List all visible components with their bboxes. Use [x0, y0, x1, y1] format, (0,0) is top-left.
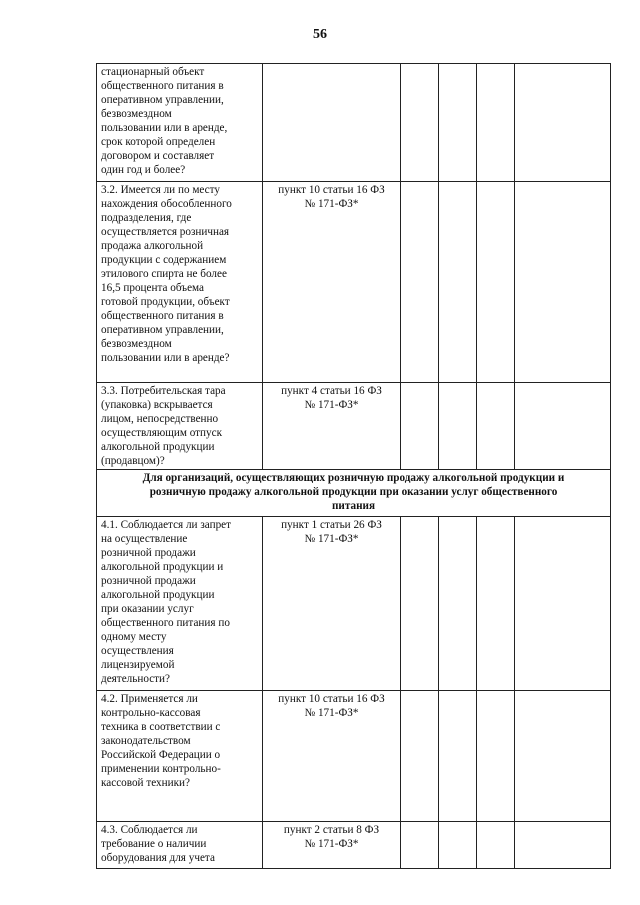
question-line: деятельности?	[101, 673, 171, 685]
question-line: контрольно-кассовая	[101, 707, 201, 719]
empty-answer-cell	[515, 691, 611, 822]
section-title-line: Для организаций, осуществляющих розничную продажу алкогольной продукции и	[142, 472, 565, 484]
question-line: договором и составляет	[101, 150, 215, 162]
section-title	[97, 470, 611, 517]
empty-answer-cell	[439, 691, 477, 822]
empty-answer-cell	[515, 517, 611, 691]
empty-answer-cell	[439, 182, 477, 383]
question-cell	[97, 691, 263, 822]
question-line: продукции с содержанием	[101, 254, 227, 266]
table-row	[97, 182, 611, 383]
question-line: алкогольной продукции	[101, 441, 215, 453]
empty-answer-cell	[439, 64, 477, 182]
question-line: оперативном управлении,	[101, 94, 224, 106]
reference-line: пункт 4 статьи 16 ФЗ	[281, 385, 382, 397]
question-line: безвозмездном	[101, 338, 172, 350]
question-line: лицензируемой	[101, 659, 175, 671]
question-line: подразделения, где	[101, 212, 192, 224]
reference-cell	[263, 182, 401, 383]
question-line: одному месту	[101, 631, 167, 643]
question-line: требование о наличии	[101, 838, 207, 850]
empty-answer-cell	[401, 383, 439, 470]
question-line: пользовании или в аренде?	[101, 352, 230, 364]
question-line: розничной продажи	[101, 547, 196, 559]
question-line: продажа алкогольной	[101, 240, 204, 252]
reference-cell	[263, 517, 401, 691]
question-line: осуществляется розничная	[101, 226, 230, 238]
question-line: при оказании услуг	[101, 603, 194, 615]
question-line: розничной продажи	[101, 575, 196, 587]
question-line: техника в соответствии с	[101, 721, 221, 733]
empty-answer-cell	[401, 517, 439, 691]
question-line: 3.2. Имеется ли по месту	[101, 184, 220, 196]
question-cell	[97, 383, 263, 470]
empty-answer-cell	[515, 383, 611, 470]
empty-answer-cell	[477, 822, 515, 869]
reference-cell	[263, 691, 401, 822]
reference-line: пункт 10 статьи 16 ФЗ	[278, 184, 385, 196]
question-line: один год и более?	[101, 164, 186, 176]
empty-answer-cell	[401, 64, 439, 182]
reference-cell	[263, 383, 401, 470]
question-line: на осуществление	[101, 533, 188, 545]
question-line: 3.3. Потребительская тара	[101, 385, 226, 397]
question-line: пользовании или в аренде,	[101, 122, 228, 134]
question-line: 4.2. Применяется ли	[101, 693, 198, 705]
empty-answer-cell	[515, 182, 611, 383]
reference-line: пункт 2 статьи 8 ФЗ	[283, 824, 380, 836]
table-row	[97, 64, 611, 182]
question-cell	[97, 182, 263, 383]
question-line: лицом, непосредственно	[101, 413, 219, 425]
question-line: оперативном управлении,	[101, 324, 224, 336]
question-line: общественного питания в	[101, 310, 224, 322]
empty-answer-cell	[439, 517, 477, 691]
empty-answer-cell	[515, 64, 611, 182]
question-line: осуществляющим отпуск	[101, 427, 223, 439]
empty-answer-cell	[401, 182, 439, 383]
empty-answer-cell	[477, 182, 515, 383]
question-line: Российской Федерации о	[101, 749, 221, 761]
question-line: нахождения обособленного	[101, 198, 232, 210]
question-line: законодательством	[101, 735, 191, 747]
section-header-row	[97, 470, 611, 517]
question-line: 16,5 процента объема	[101, 282, 205, 294]
empty-answer-cell	[439, 822, 477, 869]
question-line: алкогольной продукции и	[101, 561, 224, 573]
page-number: 56	[313, 27, 327, 42]
question-line: оборудования для учета	[101, 852, 215, 864]
question-line: алкогольной продукции	[101, 589, 215, 601]
reference-line: пункт 1 статьи 26 ФЗ	[281, 519, 382, 531]
empty-answer-cell	[477, 691, 515, 822]
empty-answer-cell	[439, 383, 477, 470]
reference-line: № 171-ФЗ*	[304, 838, 359, 850]
question-cell	[97, 822, 263, 869]
question-line: применении контрольно-	[101, 763, 221, 775]
reference-cell	[263, 64, 401, 182]
question-line: кассовой техники?	[101, 777, 191, 789]
table-row	[97, 383, 611, 470]
empty-answer-cell	[515, 822, 611, 869]
empty-answer-cell	[477, 517, 515, 691]
question-line: срок которой определен	[101, 136, 216, 148]
empty-answer-cell	[401, 691, 439, 822]
question-line: (упаковка) вскрывается	[101, 399, 213, 411]
question-line: безвозмездном	[101, 108, 172, 120]
question-line: готовой продукции, объект	[101, 296, 230, 308]
question-line: стационарный объект	[101, 66, 205, 78]
checklist-table	[96, 63, 611, 869]
reference-line: № 171-ФЗ*	[304, 707, 359, 719]
question-line: 4.3. Соблюдается ли	[101, 824, 198, 836]
question-line: осуществления	[101, 645, 174, 657]
table-row	[97, 822, 611, 869]
question-line: 4.1. Соблюдается ли запрет	[101, 519, 232, 531]
empty-answer-cell	[477, 64, 515, 182]
reference-cell	[263, 822, 401, 869]
question-line: этилового спирта не более	[101, 268, 227, 280]
reference-line: № 171-ФЗ*	[304, 198, 359, 210]
question-cell	[97, 517, 263, 691]
question-cell	[97, 64, 263, 182]
section-title-line: питания	[331, 500, 376, 512]
question-line: (продавцом)?	[101, 455, 165, 467]
section-title-line: розничную продажу алкогольной продукции при оказании услуг общественного	[149, 486, 558, 498]
question-line: общественного питания в	[101, 80, 224, 92]
reference-line: № 171-ФЗ*	[304, 533, 359, 545]
reference-line: пункт 10 статьи 16 ФЗ	[278, 693, 385, 705]
question-line: общественного питания по	[101, 617, 230, 629]
empty-answer-cell	[477, 383, 515, 470]
table-row	[97, 691, 611, 822]
reference-line: № 171-ФЗ*	[304, 399, 359, 411]
empty-answer-cell	[401, 822, 439, 869]
table-row	[97, 517, 611, 691]
